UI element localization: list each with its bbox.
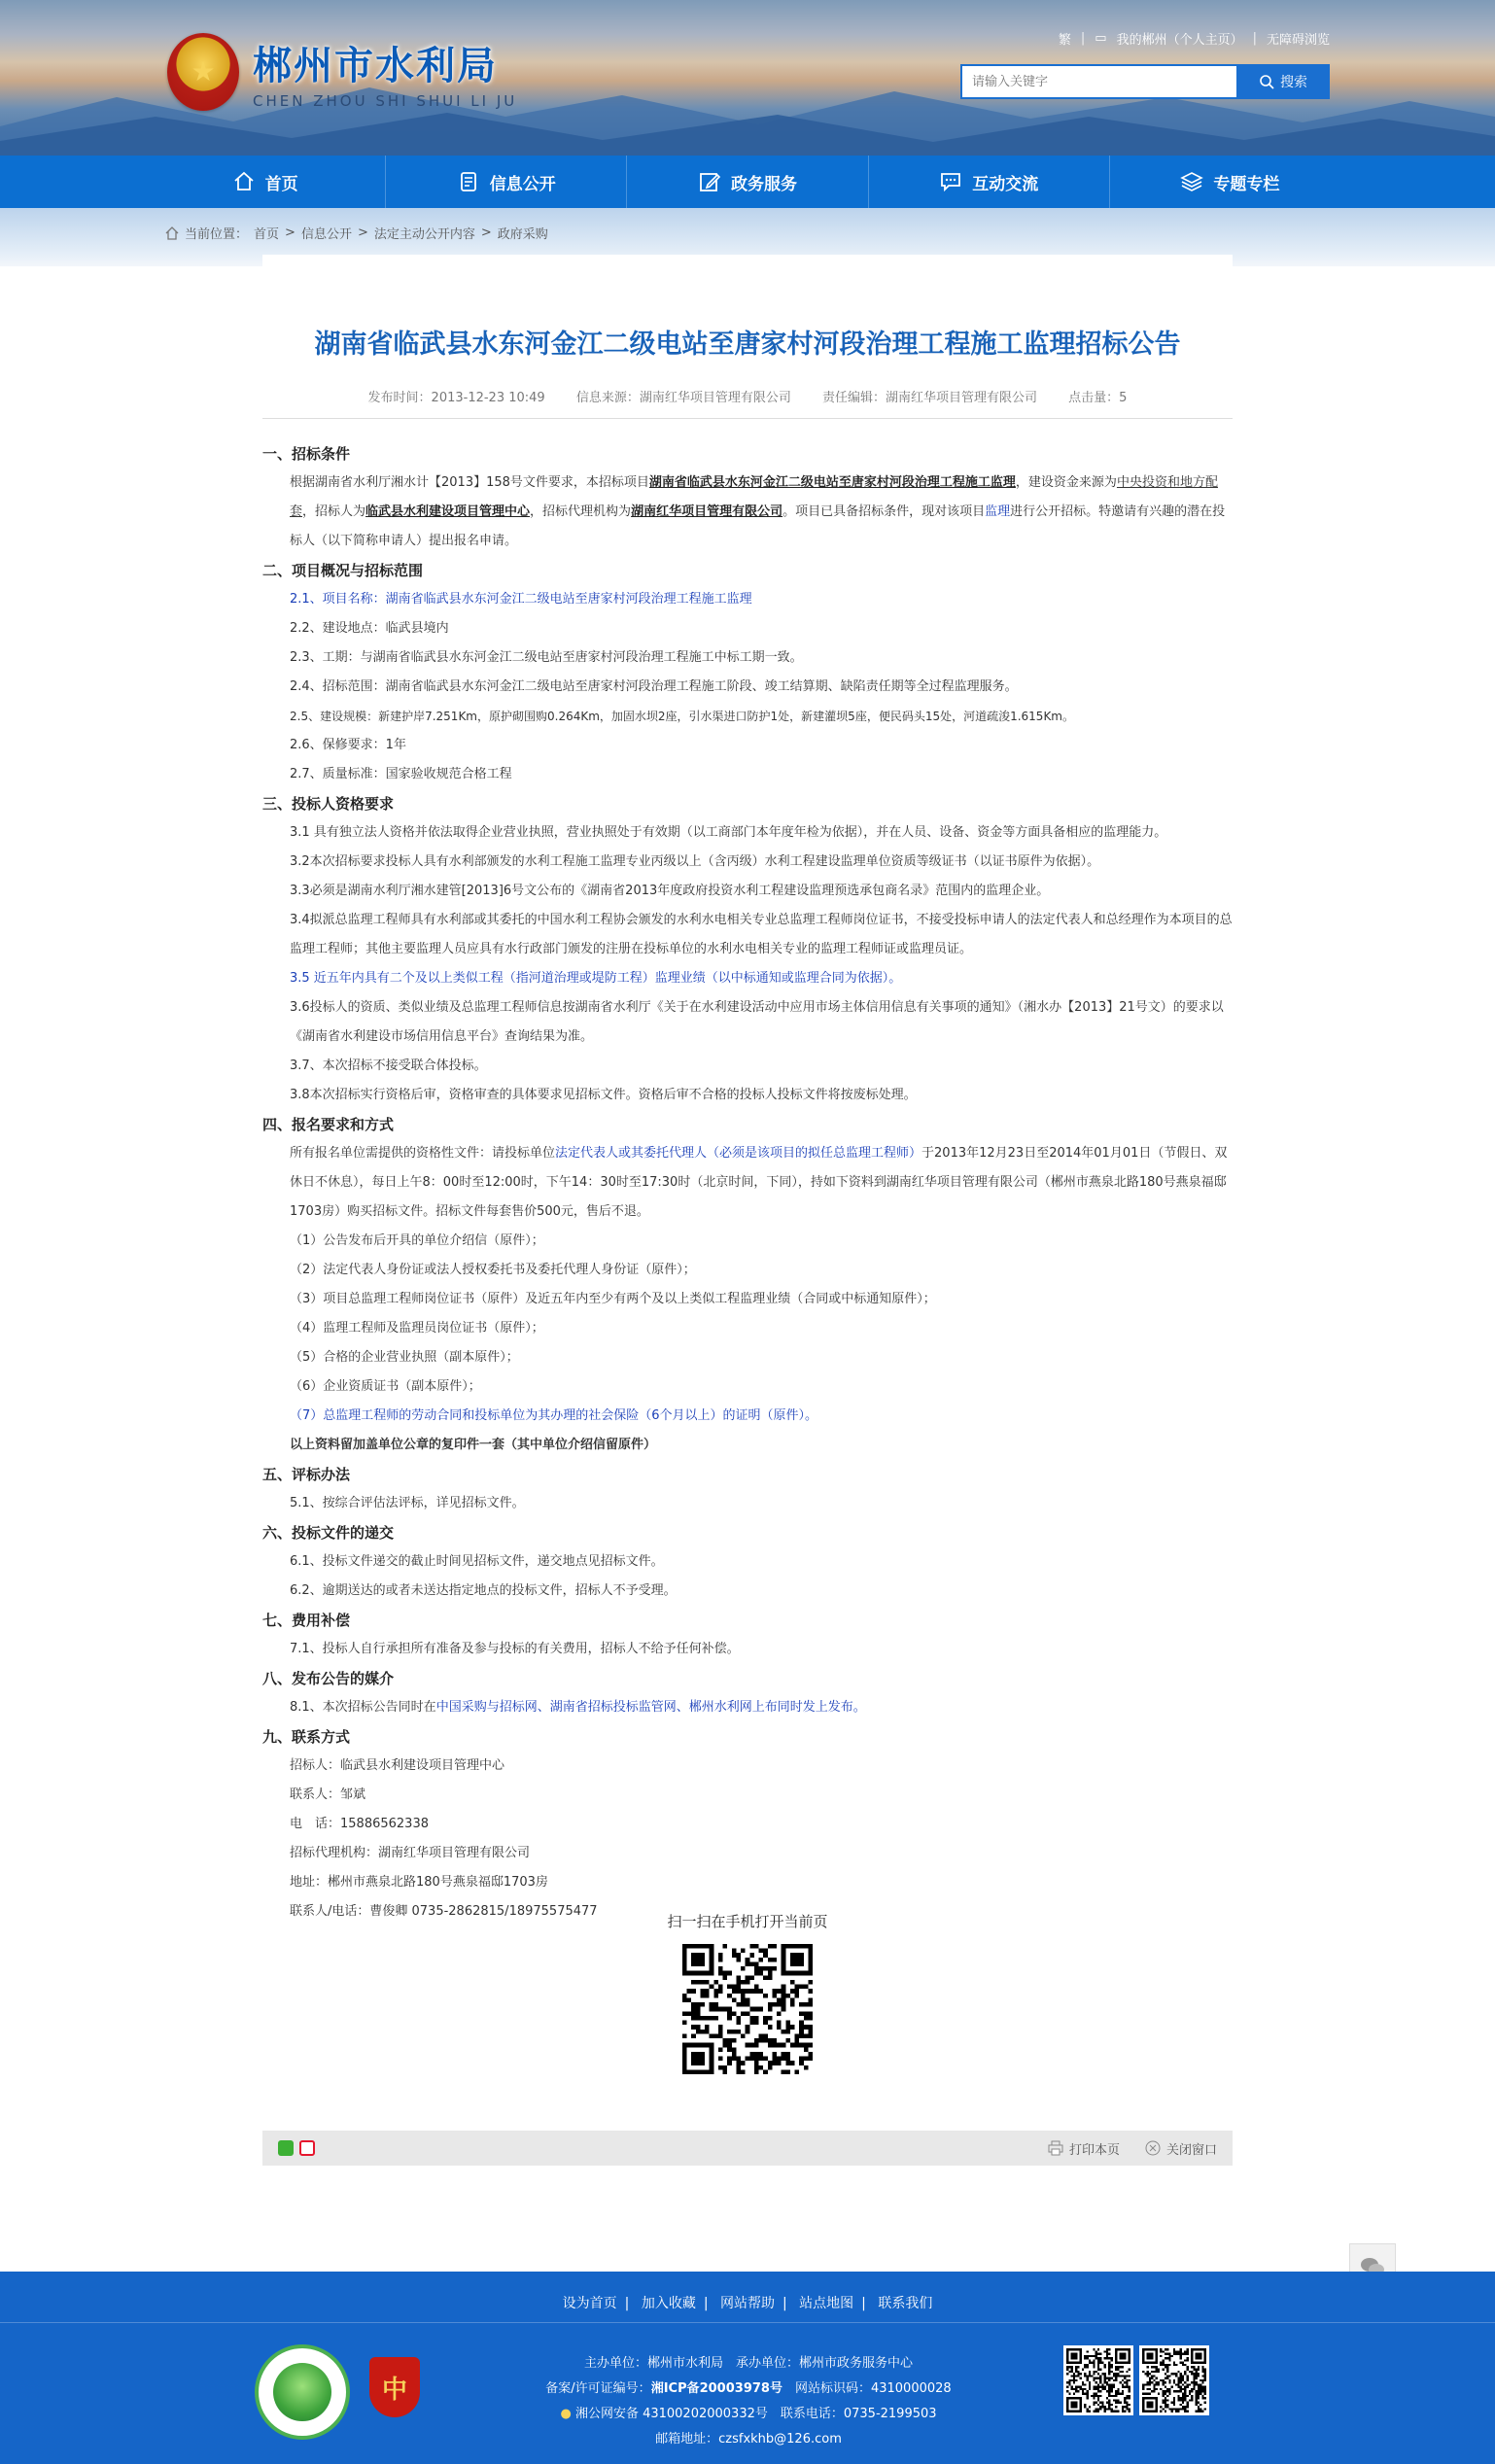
nav-item-home[interactable]	[145, 156, 386, 208]
footer-link-help[interactable]: 网站帮助	[720, 2296, 775, 2311]
layers-icon	[1180, 170, 1203, 193]
nav-item-info-disclosure[interactable]	[386, 156, 627, 208]
list-item: 3.2本次招标要求投标人具有水利部颁发的水利工程施工监理专业丙级以上（含丙级）水利工程建设监理单位资质等级证书（以证书原件为依据）。	[290, 854, 1100, 869]
footer-link-contact[interactable]: 联系我们	[878, 2296, 933, 2311]
search-button[interactable]	[1236, 64, 1330, 99]
footer-divider	[0, 2322, 1495, 2323]
list-item: （2）法定代表人身份证或法人授权委托书及委托代理人身份证（原件）；	[290, 1263, 696, 1277]
wechat-share-icon[interactable]	[278, 2140, 294, 2156]
print-button[interactable]	[1048, 2139, 1120, 2158]
contact-line: 电 话：15886562338	[290, 1817, 429, 1831]
home-icon	[165, 226, 179, 240]
site-header	[0, 0, 1495, 156]
list-item: 3.5 近五年内具有二个及以上类似工程（指河道治理或堤防工程）监理业绩（以中标通知或监理合同为依据）。	[290, 971, 902, 986]
section-heading: 二、项目概况与招标范围	[262, 562, 424, 579]
editor: 责任编辑：湖南红华项目管理有限公司	[822, 391, 1038, 405]
top-links: 繁 | ▭ 我的郴州（个人主页） | 无障碍浏览	[1058, 31, 1330, 48]
hit-count: 点击量：5	[1068, 391, 1128, 405]
breadcrumb-separator: >	[480, 226, 492, 240]
article-title: 湖南省临武县水东河金江二级电站至唐家村河段治理工程施工监理招标公告	[314, 330, 1181, 360]
main-nav	[0, 156, 1495, 208]
section-heading: 七、费用补偿	[262, 1612, 351, 1629]
icp-link[interactable]: 湘ICP备20003978号	[650, 2381, 782, 2396]
list-item: 2.4、招标范围：湖南省临武县水东河金江二级电站至唐家村河段治理工程施工阶段、竣工结算期、缺陷责任期等全过程监理服务。	[290, 679, 1018, 694]
contact-line: 招标代理机构：湖南红华项目管理有限公司	[290, 1846, 531, 1860]
breadcrumb-item[interactable]: 政府采购	[497, 227, 548, 242]
traditional-chinese-link[interactable]: 繁	[1058, 33, 1071, 48]
list-item: （6）企业资质证书（副本原件）；	[290, 1379, 481, 1394]
nav-item-label: 政务服务	[731, 174, 797, 194]
search-icon	[1259, 74, 1274, 89]
footer-link-favorite[interactable]: 加入收藏	[641, 2296, 696, 2311]
contact-line: 联系人/电话：曹俊卿 0735-2862815/18975575477	[290, 1904, 598, 1919]
list-item: 3.1 具有独立法人资格并依法取得企业营业执照，营业执照处于有效期（以工商部门本年度年检为依据），并在人员、设备、资金等方面具备相应的监理能力。	[290, 825, 1167, 840]
publish-time: 发布时间：2013-12-23 10:49	[367, 391, 545, 405]
chat-icon	[939, 170, 962, 193]
page-qr-code	[682, 1944, 813, 2074]
party-gov-badge-icon[interactable]: 中	[369, 2357, 420, 2417]
site-name: 郴州市水利局	[253, 42, 498, 88]
note: 以上资料留加盖单位公章的复印件一套（其中单位介绍信留原件）	[290, 1438, 657, 1452]
share-bar	[262, 2131, 1233, 2166]
paragraph: 根据湖南省水利厅湘水计【2013】158号文件要求，本招标项目湖南省临武县水东河金江二级电站至唐家村河段治理工程施工监理，建设资金来源为中央投资和地方配套，招标人为临武县水利建设项目管理中心，招标代理机构为湖南红华项目管理有限公司。项目已具备招标条件，现对该项目监理进行公开招标。特邀请有兴趣的潜在投标人（以下简称申请人）提出报名申请。	[290, 475, 1226, 548]
footer-icp: 备案/许可证编号：湘ICP备20003978号 网站标识码：4310000028	[545, 2381, 952, 2396]
contact-line: 招标人：临武县水利建设项目管理中心	[290, 1758, 505, 1773]
contact-line: 地址：郴州市燕泉北路180号燕泉福邸1703房	[290, 1875, 548, 1890]
list-item: （4）监理工程师及监理员岗位证书（原件）；	[290, 1321, 544, 1336]
footer-link-sitemap[interactable]: 站点地图	[799, 2296, 854, 2311]
paragraph: 所有报名单位需提供的资格性文件：请投标单位法定代表人或其委托代理人（必须是该项目的拟任总监理工程师）于2013年12月23日至2014年01月01日（节假日、双休日不休息），每日上午8：00时至12:00时，下午14：30时至17:30时（北京时间，下同），持如下资料到湖南红华项目管理有限公司（郴州市燕泉北路180号燕泉福邸1703房）购买招标文件。招标文件每套售价500元，售后不退。	[290, 1146, 1228, 1219]
article-body	[262, 439, 1233, 1926]
footer-email: 邮箱地址：czsfxkhb@126.com	[655, 2432, 842, 2447]
list-item: 3.7、本次招标不接受联合体投标。	[290, 1058, 487, 1073]
nav-item-gov-service[interactable]	[627, 156, 868, 208]
close-window-label: 关闭窗口	[1165, 2142, 1217, 2158]
section-heading: 五、评标办法	[262, 1466, 351, 1483]
contact-line: 联系人：邹斌	[290, 1787, 366, 1802]
print-label: 打印本页	[1068, 2142, 1120, 2158]
list-item: 2.2、建设地点：临武县境内	[290, 621, 449, 636]
footer-sponsor: 主办单位：郴州市水利局 承办单位：郴州市政务服务中心	[583, 2356, 913, 2371]
site-name-en: CHEN ZHOU SHI SHUI LI JU	[253, 91, 518, 110]
article-container	[262, 255, 1233, 2179]
personal-homepage-link[interactable]: 我的郴州（个人主页）	[1116, 33, 1243, 48]
footer-qr-code	[1063, 2345, 1133, 2415]
list-item: 3.3必须是湖南水利厅湘水建管[2013]6号文公布的《湖南省2013年度政府投资水利工程建设监理预选承包商名录》范围内的监理企业。	[290, 884, 1050, 898]
document-icon	[457, 170, 480, 193]
breadcrumb	[165, 224, 548, 242]
list-item: （1）公告发布后开具的单位介绍信（原件）；	[290, 1233, 544, 1248]
list-item: 7.1、投标人自行承担所有准备及参与投标的有关费用，招标人不给予任何补偿。	[290, 1642, 740, 1656]
list-item: 6.2、逾期送达的或者未送达指定地点的投标文件，招标人不予受理。	[290, 1583, 677, 1598]
site-footer	[0, 2272, 1495, 2464]
section-heading: 一、招标条件	[262, 445, 351, 463]
section-heading: 四、报名要求和方式	[262, 1116, 395, 1133]
search-button-label: 搜索	[1280, 75, 1307, 90]
footer-qr-code	[1139, 2345, 1209, 2415]
list-item: 5.1、按综合评估法评标，详见招标文件。	[290, 1496, 525, 1510]
breadcrumb-item[interactable]: 首页	[254, 227, 280, 242]
footer-info	[457, 2351, 1040, 2452]
breadcrumb-item[interactable]: 法定主动公开内容	[373, 227, 475, 242]
footer-links: 设为首页 | 加入收藏 | 网站帮助 | 站点地图 | 联系我们	[562, 2296, 933, 2311]
article-meta	[262, 387, 1233, 405]
title-divider	[262, 418, 1233, 419]
nav-item-label: 信息公开	[489, 174, 556, 194]
close-icon	[1145, 2140, 1161, 2156]
breadcrumb-separator: >	[285, 226, 296, 240]
search-input[interactable]	[960, 64, 1236, 99]
list-item: （7）总监理工程师的劳动合同和投标单位为其办理的社会保险（6个月以上）的证明（原件）。	[290, 1408, 818, 1423]
printer-icon	[1048, 2140, 1063, 2156]
site-search	[960, 64, 1330, 99]
breadcrumb-separator: >	[357, 226, 368, 240]
section-heading: 八、发布公告的媒介	[262, 1670, 395, 1687]
national-emblem-icon: ★	[167, 33, 239, 111]
list-item: 2.5、建设规模：新建护岸7.251Km，原护砌围购0.264Km，加固水坝2座，引水渠进口防护1处，新建灌坝5座，便民码头15处，河道疏浚1.615Km。	[290, 710, 1074, 723]
nav-item-interaction[interactable]	[869, 156, 1110, 208]
list-item: （5）合格的企业营业执照（副本原件）；	[290, 1350, 519, 1365]
list-item: 3.6投标人的资质、类似业绩及总监理工程师信息按湖南省水利厅《关于在水利建设活动中应用市场主体信用信息有关事项的通知》（湘水办【2013】21号文）的要求以《湖南省水利建设市场信用信息平台》查询结果为准。	[290, 1000, 1224, 1044]
edit-icon	[698, 170, 721, 193]
weibo-share-icon[interactable]	[299, 2140, 315, 2156]
list-item: 2.6、保修要求：1年	[290, 738, 406, 752]
breadcrumb-item[interactable]: 信息公开	[300, 227, 352, 242]
qr-caption: 扫一扫在手机打开当前页	[667, 1913, 828, 1930]
accessibility-link[interactable]: 无障碍浏览	[1266, 33, 1330, 48]
list-item: 3.8本次招标实行资格后审，资格审查的具体要求见招标文件。资格后审不合格的投标人投标文件将按废标处理。	[290, 1088, 917, 1102]
footer-link-set-homepage[interactable]: 设为首页	[562, 2296, 617, 2311]
list-item: 2.1、项目名称：湖南省临武县水东河金江二级电站至唐家村河段治理工程施工监理	[290, 592, 752, 607]
list-item: 3.4拟派总监理工程师具有水利部或其委托的中国水利工程协会颁发的水利水电相关专业总监理工程师岗位证书，不接受投标申请人的法定代表人和总经理作为本项目的总监理工程师；其他主要监理人员应具有水行政部门颁发的注册在投标单位的水利水电相关专业的监理工程师证或监理员证。	[290, 913, 1233, 956]
section-heading: 九、联系方式	[262, 1728, 351, 1746]
section-heading: 六、投标文件的递交	[262, 1524, 395, 1542]
close-window-button[interactable]	[1145, 2139, 1217, 2158]
nav-item-label: 互动交流	[972, 174, 1039, 194]
police-badge-icon: ●	[560, 2407, 572, 2421]
breadcrumb-prefix: 当前位置：	[185, 227, 249, 242]
nav-item-label: 首页	[264, 174, 298, 194]
site-logo[interactable]	[167, 33, 517, 111]
monitor-icon: ▭	[1095, 31, 1107, 46]
paragraph: 8.1、本次招标公告同时在中国采购与招标网、湖南省招标投标监管网、郴州水利网上布同时发上发布。	[290, 1700, 866, 1715]
list-item: 6.1、投标文件递交的截止时间见招标文件，递交地点见招标文件。	[290, 1554, 664, 1569]
nav-item-label: 专题专栏	[1213, 174, 1280, 194]
info-source: 信息来源：湖南红华项目管理有限公司	[575, 391, 791, 405]
list-item: 2.7、质量标准：国家验收规范合格工程	[290, 767, 512, 781]
footer-police: ● 湘公网安备 43100202000332号 联系电话：0735-2199503	[560, 2407, 937, 2421]
home-icon	[232, 170, 256, 193]
section-heading: 三、投标人资格要求	[262, 795, 395, 813]
nav-item-special-column[interactable]	[1110, 156, 1350, 208]
list-item: （3）项目总监理工程师岗位证书（原件）及近五年内至少有两个及以上类似工程监理业绩（合同或中标通知原件）；	[290, 1292, 936, 1306]
civilization-badge-icon[interactable]	[255, 2344, 350, 2440]
list-item: 2.3、工期：与湖南省临武县水东河金江二级电站至唐家村河段治理工程施工中标工期一致。	[290, 650, 803, 665]
